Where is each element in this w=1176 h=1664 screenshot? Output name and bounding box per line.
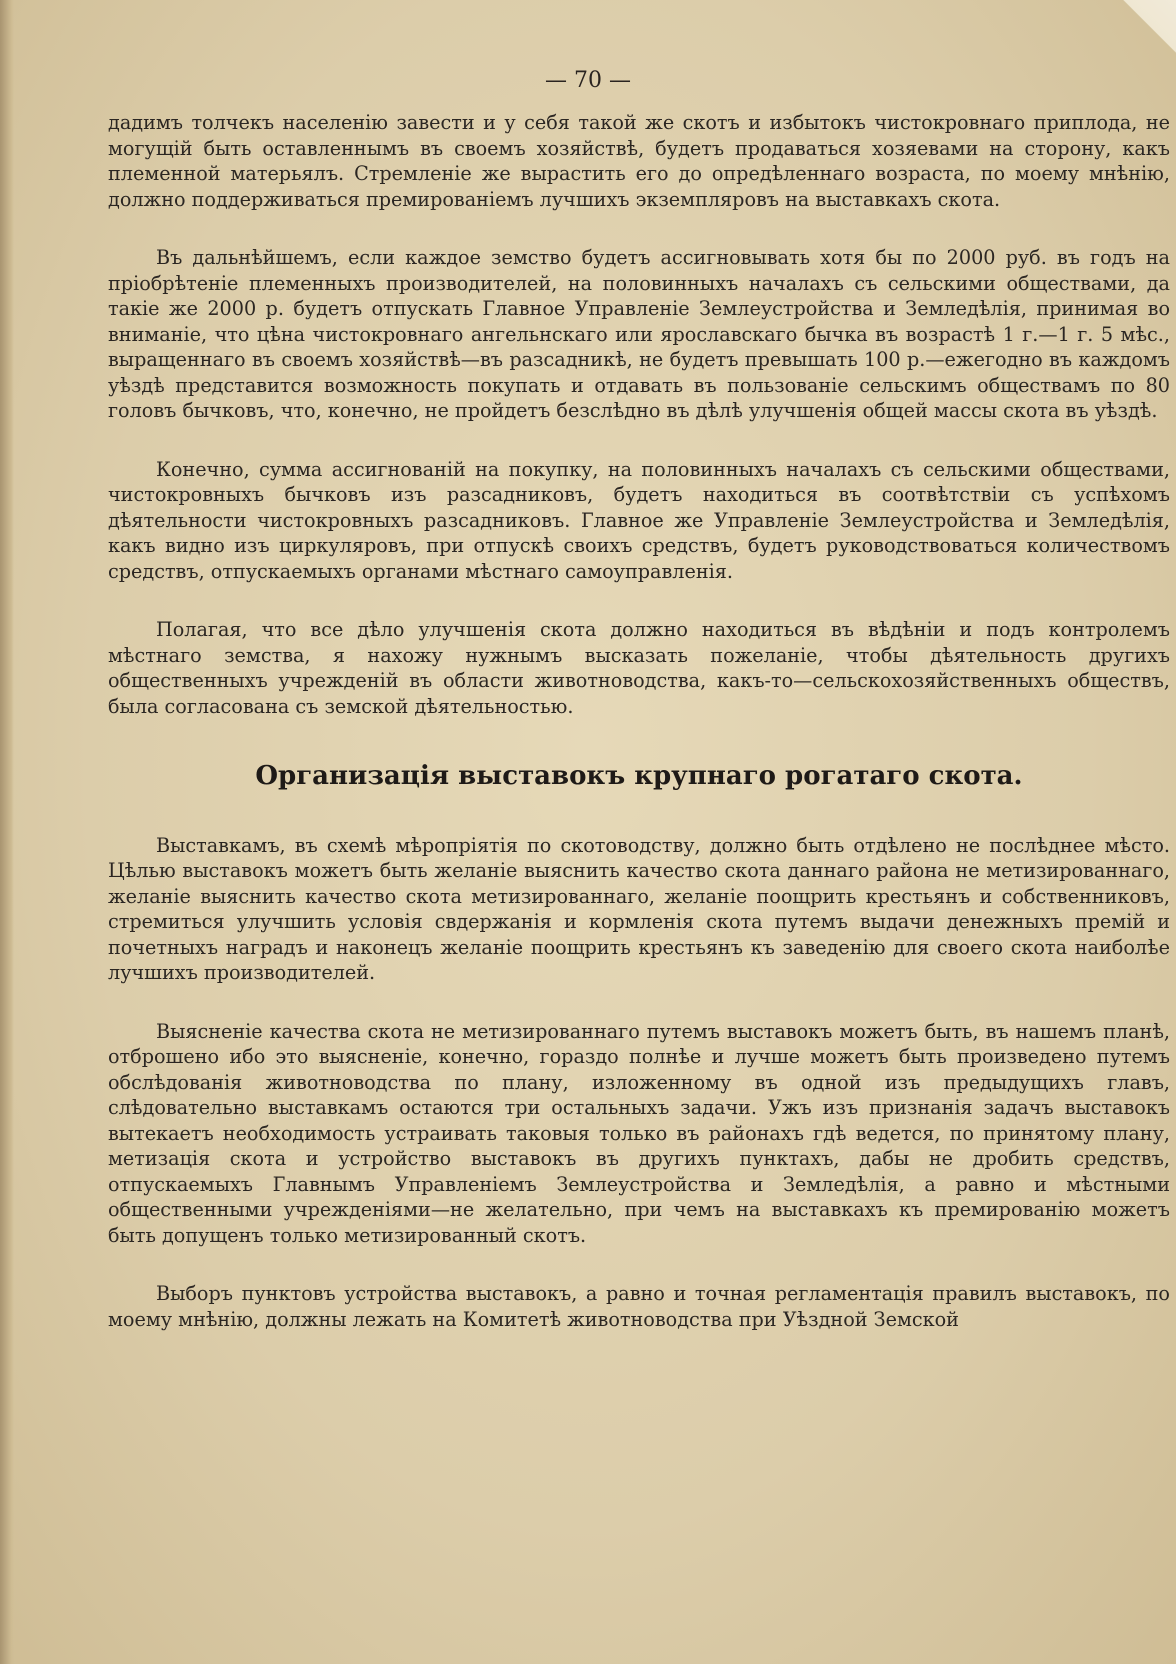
page-corner-fold: [1106, 0, 1176, 60]
section-heading: Организація выставокъ крупнаго рогатаго скота.: [255, 761, 1023, 791]
page-number: — 70 —: [545, 68, 631, 93]
body-text: [108, 110, 1170, 1365]
paragraph: дадимъ толчекъ населенію завести и у себя такой же скотъ и избытокъ чистокровнаго приплода, не могущій быть оставленнымъ въ своемъ хозяйствѣ, будетъ продаваться хозяевами на сторону, какъ племенной матерьялъ. Стремленіе же вырастить его до опредѣленнаго возраста, по моему мнѣнію, должно поддерживаться премированіемъ лучшихъ экземпляровъ на выставкахъ скота.: [108, 111, 1170, 211]
paragraph: Въ дальнѣйшемъ, если каждое земство будетъ ассигновывать хотя бы по 2000 руб. въ годъ на пріобрѣтеніе племенныхъ производителей, на половинныхъ началахъ съ сельскими обществами, да такіе же 2000 р. будетъ отпускать Главное Управленіе Землеустройства и Земледѣлія, принимая во вниманіе, что цѣна чистокровнаго ангельнскаго или ярославскаго бычка въ возрастѣ 1 г.—1 г. 5 мѣс., выращеннаго въ своемъ хозяйствѣ—въ разсадникѣ, не будетъ превышать 100 р.—ежегодно въ каждомъ уѣздѣ представится возможность покупать и отдавать въ пользованіе сельскимъ обществамъ по 80 головъ бычковъ, что, конечно, не пройдетъ безслѣдно въ дѣлѣ улучшенія общей массы скота въ уѣздѣ.: [108, 246, 1170, 422]
paragraph: Выборъ пунктовъ устройства выставокъ, а равно и точная регламентація правилъ выставокъ, по моему мнѣнію, должны лежать на Комитетѣ животноводства при Уѣздной Земской: [108, 1282, 1170, 1331]
paragraph: Выясненіе качества скота не метизированнаго путемъ выставокъ можетъ быть, въ нашемъ планѣ, отброшено ибо это выясненіе, конечно, гораздо полнѣе и лучше можетъ быть произведено путемъ обслѣдованія животноводства по плану, изложенному въ одной изъ предыдущихъ главъ, слѣдовательно выставкамъ остаются три остальныхъ задачи. Ужъ изъ признанія задачъ выставокъ вытекаетъ необходимость устраивать таковыя только въ районахъ гдѣ ведется, по принятому плану, метизація скота и устройство выставокъ въ другихъ пунктахъ, дабы не дробить средствъ, отпускаемыхъ Главнымъ Управленіемъ Землеустройства и Земледѣлія, а равно и мѣстными общественными учрежденіями—не желательно, при чемъ на выставкахъ къ премированію можетъ быть допущенъ только метизированный скотъ.: [108, 1019, 1170, 1247]
paragraph: Выставкамъ, въ схемѣ мѣропріятія по скотоводству, должно быть отдѣлено не послѣднее мѣсто. Цѣлью выставокъ можетъ быть желаніе выяснить качество скота даннаго района не метизированнаго, желаніе выяснить качество скота метизированнаго, желаніе поощрить крестьянъ и собственниковъ, стремиться улучшить условія свдержанія и кормленія скота путемъ выдачи денежныхъ премій и почетныхъ наградъ и наконецъ желаніе поощрить крестьянъ къ заведенію для своего скота наиболѣе лучшихъ производителей.: [108, 833, 1170, 984]
paragraph: Полагая, что все дѣло улучшенія скота должно находиться въ вѣдѣніи и подъ контролемъ мѣстнаго земства, я нахожу нужнымъ высказать пожеланіе, чтобы дѣятельность другихъ общественныхъ учрежденій въ области животноводства, какъ-то—сельскохозяйственныхъ обществъ, была согласована съ земской дѣятельностью.: [108, 618, 1170, 718]
paragraph: Конечно, сумма ассигнованій на покупку, на половинныхъ началахъ съ сельскими обществами, чистокровныхъ бычковъ изъ разсадниковъ, будетъ находиться въ соотвѣтствіи съ успѣхомъ дѣятельности чистокровныхъ разсадниковъ. Главное же Управленіе Землеустройства и Земледѣлія, какъ видно изъ циркуляровъ, при отпускѣ своихъ средствъ, будетъ руководствоваться количествомъ средствъ, отпускаемыхъ органами мѣстнаго самоуправленія.: [108, 457, 1170, 583]
page-left-edge: [0, 0, 14, 1664]
